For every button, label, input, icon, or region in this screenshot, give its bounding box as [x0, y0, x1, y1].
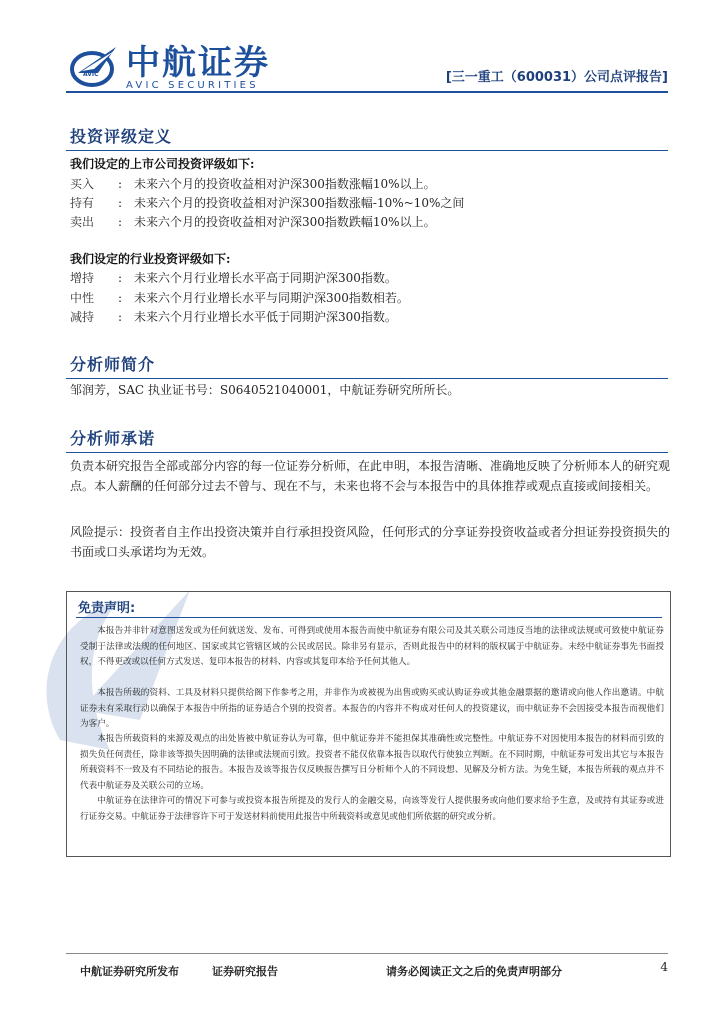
footer-disclaimer-note: 请务必阅读正文之后的免责声明部分: [386, 965, 562, 978]
header-divider: [66, 91, 668, 93]
disclaimer-paragraph: 本报告所载的资料、工具及材料只提供给阁下作参考之用，并非作为或被视为出售或购买或认购证券或其他金融票据的邀请或向他人作出邀请。中航证券未有采取行动以确保于本报告中所指的证券适合个别的投资者。本报告的内容并不构成对任何人的投资建议，而中航证券不会因接受本报告而视他们为客户。: [80, 688, 664, 729]
disclaimer-title: 免责声明:: [78, 601, 136, 616]
company-rating-row: 持有 : 未来六个月的投资收益相对沪深300指数涨幅-10%~10%之间: [70, 196, 465, 210]
commitment-paragraph: 负责本研究报告全部或部分内容的每一位证券分析师，在此申明，本报告清晰、准确地反映了分析师本人的研究观点。本人薪酬的任何部分过去不曾与、现在不与，未来也将不会与本报告中的具体推荐或观点直接或间接相关。: [70, 459, 671, 493]
section-title-analyst: 分析师简介: [70, 355, 156, 374]
footer-publisher: 中航证券研究所发布: [80, 965, 179, 978]
footer-report-type: 证券研究报告: [212, 965, 278, 978]
rating-desc: 未来六个月的投资收益相对沪深300指数跌幅10%以上。: [134, 215, 436, 229]
rating-desc: 未来六个月行业增长水平高于同期沪深300指数。: [134, 271, 397, 285]
industry-rating-heading: 我们设定的行业投资评级如下:: [70, 252, 231, 266]
disclaimer-paragraph: 本报告并非针对意图送发或为任何就送发、发布、可得到或使用本报告而使中航证券有限公司及其关联公司违反当地的法律或法规或可致使中航证券受制于法律或法规的任何地区、国家或其它管辖区域的公民或居民。除非另有显示，否则此报告中的材料的版权属于中航证券。未经中航证券事先书面授权，不得更改或以任何方式发送、复印本报告的材料、内容或其复印本给予任何其他人。: [80, 626, 664, 667]
rating-term: 减持: [70, 310, 95, 324]
risk-warning-paragraph: 风险提示：投资者自主作出投资决策并自行承担投资风险，任何形式的分享证券投资收益或者分担证券投资损失的书面或口头承诺均为无效。: [70, 525, 671, 559]
disclaimer-title-divider: [76, 617, 662, 618]
rating-term: 中性: [70, 291, 95, 305]
brand-name-en: AVIC SECURITIES: [126, 80, 259, 91]
analyst-intro-text: 邹润芳，SAC 执业证书号：S0640521040001，中航证券研究所所长。: [70, 383, 460, 397]
section-divider-analyst: [66, 378, 668, 379]
section-divider-commitment: [66, 452, 668, 453]
section-divider-rating: [66, 150, 668, 151]
industry-rating-row: 减持 : 未来六个月行业增长水平低于同期沪深300指数。: [70, 310, 397, 324]
logo-badge-text: AVIC: [83, 71, 99, 78]
rating-desc: 未来六个月的投资收益相对沪深300指数涨幅-10%~10%之间: [134, 196, 465, 210]
rating-term: 卖出: [70, 215, 95, 229]
company-rating-heading: 我们设定的上市公司投资评级如下:: [70, 157, 255, 171]
report-tag: [三一重工（600031）公司点评报告]: [445, 70, 668, 85]
avic-logo-icon: [68, 43, 120, 87]
rating-desc: 未来六个月的投资收益相对沪深300指数涨幅10%以上。: [134, 177, 436, 191]
page-number: 4: [660, 960, 668, 974]
rating-desc: 未来六个月行业增长水平与同期沪深300指数相若。: [134, 291, 409, 305]
industry-rating-row: 增持 : 未来六个月行业增长水平高于同期沪深300指数。: [70, 271, 397, 285]
section-title-commitment: 分析师承诺: [70, 429, 156, 448]
rating-term: 持有: [70, 196, 95, 210]
section-title-rating: 投资评级定义: [70, 127, 173, 146]
disclaimer-paragraph: 中航证券在法律许可的情况下可参与或投资本报告所提及的发行人的金融交易，向该等发行人提供服务或向他们要求给予生意，及或持有其证券或进行证券交易。中航证券于法律容许下可于发送材料前使用此报告中所载资料或意见或他们所依据的研究或分析。: [80, 796, 664, 822]
rating-term: 增持: [70, 271, 95, 285]
company-rating-row: 卖出 : 未来六个月的投资收益相对沪深300指数跌幅10%以上。: [70, 215, 436, 229]
rating-desc: 未来六个月行业增长水平低于同期沪深300指数。: [134, 310, 397, 324]
disclaimer-paragraph: 本报告所载资料的来源及观点的出处皆被中航证券认为可靠，但中航证券并不能担保其准确性或完整性。中航证券不对因使用本报告的材料而引致的损失负任何责任，除非该等损失因明确的法律或法规而引致。投资者不能仅依靠本报告以取代行使独立判断。在不同时期，中航证券可发出其它与本报告所载资料不一致及有不同结论的报告。本报告及该等报告仅反映报告撰写日分析师个人的不同设想、见解及分析方法。为免生疑，本报告所载的观点并不代表中航证券及关联公司的立场。: [80, 734, 664, 791]
brand-name-cn: 中航证券: [126, 43, 270, 83]
company-rating-row: 买入 : 未来六个月的投资收益相对沪深300指数涨幅10%以上。: [70, 177, 436, 191]
industry-rating-row: 中性 : 未来六个月行业增长水平与同期沪深300指数相若。: [70, 291, 409, 305]
rating-term: 买入: [70, 177, 95, 191]
footer-divider: [66, 953, 668, 954]
